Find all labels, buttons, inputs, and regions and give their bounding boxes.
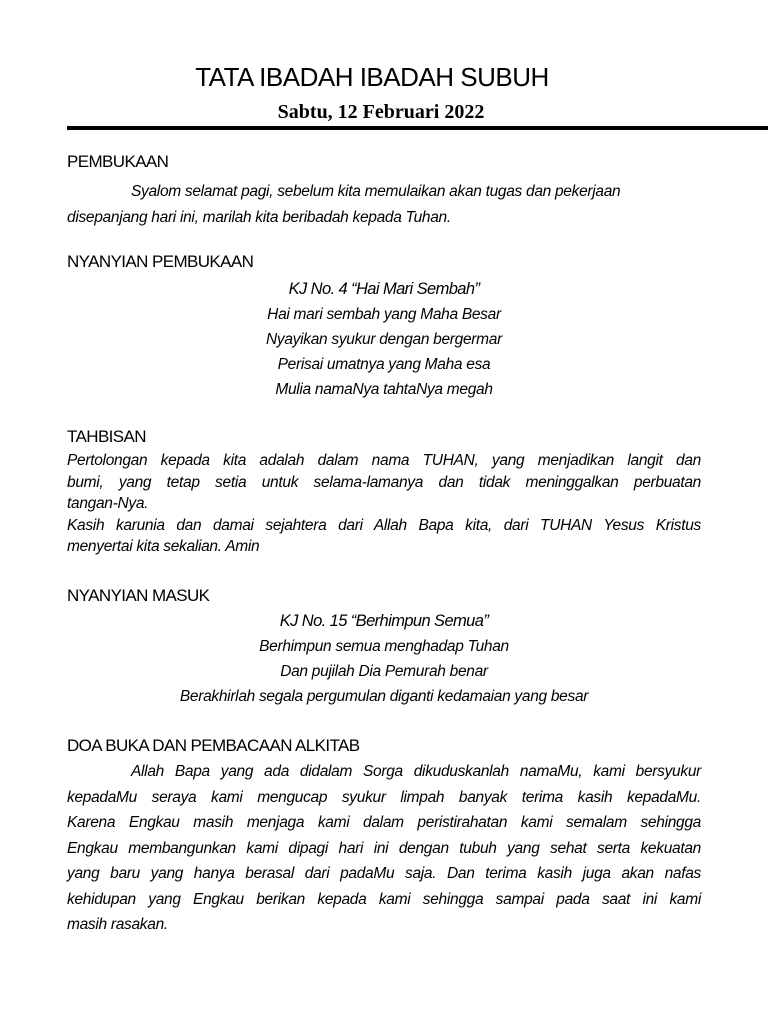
section-heading-tahbisan: TAHBISAN xyxy=(67,427,146,446)
paragraph-line: kehidupan yang Engkau berikan kepada kami sehingga sampai pada saat ini kami xyxy=(67,890,701,908)
paragraph-line: kepadaMu seraya kami mengucap syukur limpah banyak terima kasih kepadaMu. xyxy=(67,788,701,806)
paragraph-line: Kasih karunia dan damai sejahtera dari Allah Bapa kita, dari TUHAN Yesus Kristus xyxy=(67,516,701,534)
paragraph-line: yang baru yang hanya berasal dari padaMu saja. Dan terima kasih juga akan nafas xyxy=(67,865,701,882)
pembukaan-paragraph xyxy=(67,179,701,231)
paragraph-line: Engkau membangunkan kami dipagi hari ini dengan tubuh yang sehat serta kekuatan xyxy=(67,839,701,857)
hymn-lyric-line: Dan pujilah Dia Pemurah benar xyxy=(280,663,488,680)
paragraph-line: tangan-Nya. xyxy=(67,495,149,512)
title-divider xyxy=(67,126,768,130)
paragraph-line: bumi, yang tetap setia untuk selama-lamanya dan tidak meninggalkan perbuatan xyxy=(67,473,701,491)
paragraph-line: disepanjang hari ini, marilah kita beribadah kepada Tuhan. xyxy=(67,209,451,226)
hymn-lyric-line: Nyayikan syukur dengan bergermar xyxy=(266,331,502,348)
hymn-lyric-line: Mulia namaNya tahtaNya megah xyxy=(275,381,493,398)
hymn-title: KJ No. 4 “Hai Mari Sembah” xyxy=(288,280,480,298)
section-heading-nyanyian-pembukaan: NYANYIAN PEMBUKAAN xyxy=(67,252,254,271)
hymn-nyanyian-masuk xyxy=(67,609,701,709)
paragraph-line: Pertolongan kepada kita adalah dalam nama TUHAN, yang menjadikan langit dan xyxy=(67,452,701,469)
tahbisan-paragraph xyxy=(67,450,701,558)
hymn-lyric-line: Perisai umatnya yang Maha esa xyxy=(277,356,491,373)
hymn-lyric-line: Hai mari sembah yang Maha Besar xyxy=(267,306,501,323)
doa-buka-paragraph xyxy=(67,759,701,938)
hymn-nyanyian-pembukaan xyxy=(67,277,701,402)
hymn-lyric-line: Berhimpun semua menghadap Tuhan xyxy=(259,638,509,655)
section-heading-nyanyian-masuk: NYANYIAN MASUK xyxy=(67,586,210,605)
paragraph-line: menyertai kita sekalian. Amin xyxy=(67,538,260,555)
section-heading-pembukaan: PEMBUKAAN xyxy=(67,152,169,171)
hymn-title: KJ No. 15 “Berhimpun Semua” xyxy=(279,612,489,630)
paragraph-line: Syalom selamat pagi, sebelum kita memulaikan akan tugas dan pekerjaan xyxy=(131,183,621,200)
paragraph-line: Allah Bapa yang ada didalam Sorga dikuduskanlah namaMu, kami bersyukur xyxy=(131,763,701,780)
section-heading-doa-buka: DOA BUKA DAN PEMBACAAN ALKITAB xyxy=(67,736,360,755)
hymn-lyric-line: Berakhirlah segala pergumulan diganti kedamaian yang besar xyxy=(179,688,589,705)
paragraph-line: masih rasakan. xyxy=(67,916,168,933)
document-date: Sabtu, 12 Februari 2022 xyxy=(277,101,485,123)
document-title: TATA IBADAH IBADAH SUBUH xyxy=(195,62,549,92)
paragraph-line: Karena Engkau masih menjaga kami dalam peristirahatan kami semalam sehingga xyxy=(67,814,701,831)
